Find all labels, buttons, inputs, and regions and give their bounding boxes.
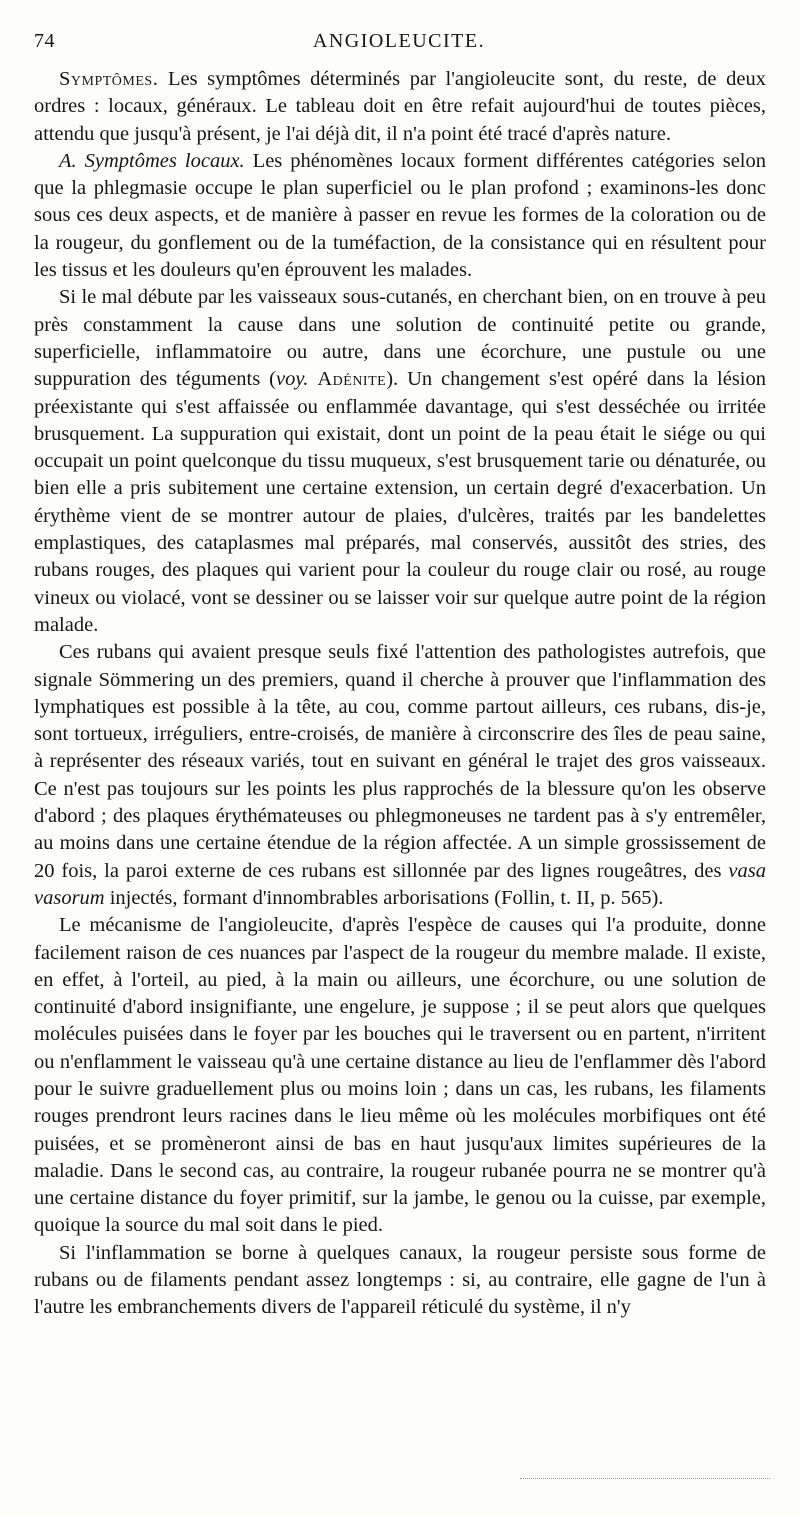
section-label-symptomes: Symptômes.	[59, 68, 159, 90]
body-text	[34, 66, 766, 1322]
running-head: ANGIOLEUCITE.	[312, 30, 486, 52]
paragraph-symptomes	[34, 66, 766, 148]
paragraph-mecanisme	[34, 912, 766, 1240]
paragraph-text: Les symptômes déterminés par l'angioleucite sont, du reste, de deux ordres : locaux, généraux. Le tableau doit en être refait aujourd'hui de toutes pièces, attendu que jusqu'à présent, je l'ai déjà dit, il n'a point été tracé d'après nature.	[34, 68, 766, 145]
paragraph-text: Si le mal débute par les vaisseaux sous-cutanés, en cherchant bien, on en trouve à peu près constamment la cause dans une solution de continuité petite ou grande, superficielle, inflammatoire ou autre, dans une écorchure, une pustule ou une suppuration des téguments (	[34, 286, 766, 391]
paragraph-text: Si l'inflammation se borne à quelques canaux, la rougeur persiste sous forme de rubans ou de filaments pendant assez longtemps : si, au contraire, elle gagne de l'un à l'autre les embranchements divers de l'appareil réticulé du système, il n'y	[34, 1241, 766, 1319]
footer-rule	[520, 1478, 770, 1479]
cross-reference-voy: voy.	[275, 368, 309, 391]
paragraph-symptomes-locaux	[34, 148, 766, 284]
paragraph-vaisseaux-sous-cutanes	[34, 284, 766, 639]
paragraph-text: injectés, formant d'innombrables arborisations (Follin, t. II, p. 565).	[104, 886, 664, 909]
paragraph-rubans	[34, 639, 766, 912]
latin-term-vasa-vasorum: vasa vasorum	[34, 859, 766, 909]
paragraph-text: Le mécanisme de l'angioleucite, d'après l'espèce de causes qui l'a produite, donne facilement raison de ces nuances par l'aspect de la rougeur du membre malade. Il existe, en effet, à l'orteil, au pied, à la main ou ailleurs, une écorchure, ou une solution de continuité d'abord insignifiante, une engelure, je suppose ; il se peut alors que quelques molécules puisées dans le foyer par les bouches qui le traversent ou en partent, n'irritent ou n'enflamment le vaisseau qu'à une certaine distance au lieu de l'enflammer dès l'abord pour le suivre graduellement plus ou moins loin ; dans un cas, les rubans, les filaments rouges prendront leurs racines dans le lieu même où les molécules morbifiques ont été puisées, et se promèneront ainsi de bas en haut jusqu'aux limites supérieures de la maladie. Dans le second cas, au contraire, la rougeur rubanée pourra ne se montrer qu'à une certaine distance du foyer primitif, sur la jambe, le genou ou la cuisse, par exemple, quoique la source du mal soit dans le pied.	[34, 914, 766, 1237]
paragraph-inflammation	[34, 1240, 766, 1322]
paragraph-text: Les phénomènes locaux forment différentes catégories selon que la phlegmasie occupe le plan superficiel ou le plan profond ; examinons-les donc sous ces deux aspects, et de manière à passer en revue les formes de la coloration ou de la rougeur, du gonflement ou de la tuméfaction, de la consistance qui en résultent pour les tissus et les douleurs qu'en éprouvent les malades.	[34, 149, 766, 282]
subsection-label-symptomes-locaux: A. Symptômes locaux.	[59, 149, 245, 172]
page-header	[34, 30, 764, 60]
paragraph-text: Ces rubans qui avaient presque seuls fixé l'attention des pathologistes autrefois, que signale Sömmering un des premiers, quand il cherche à prouver que l'inflammation des lymphatiques est possible à la tête, au cou, comme partout ailleurs, ces rubans, dis-je, sont tortueux, irréguliers, entre-croisés, de manière à circonscrire des îles de peau saine, à représenter des réseaux variés, tout en suivant en général le trajet des gros vaisseaux. Ce n'est pas toujours sur les points les plus rapprochés de la blessure qu'on les observe d'abord ; des plaques érythémateuses ou phlegmoneuses ne tardent pas à s'y entremêler, au moins dans une certaine étendue de la région affectée. A un simple grossissement de 20 fois, la paroi externe de ces rubans est sillonnée par des lignes rougeâtres, des	[34, 641, 766, 882]
page-number: 74	[34, 30, 55, 52]
cross-reference-adenite: Adénite	[317, 368, 387, 391]
paragraph-text: ). Un changement s'est opéré dans la lésion préexistante qui s'est affaissée ou enflammée davantage, qui s'est desséchée ou irritée brusquement. La suppuration qui existait, dont un point de la peau était le siége ou qui occupait un point quelconque du tissu muqueux, s'est brusquement tarie ou dénaturée, ou bien elle a pris subitement une certaine extension, un certain degré d'exacerbation. Un érythème vient de se montrer autour de plaies, d'ulcères, traités par les bandelettes emplastiques, des cataplasmes mal préparés, mal conservés, aussitôt des stries, des rubans rouges, des plaques qui varient pour la couleur du rouge clair ou rosé, au rouge vineux ou violacé, vont se dessiner ou se laisser voir sur quelque autre point de la région malade.	[34, 368, 766, 636]
